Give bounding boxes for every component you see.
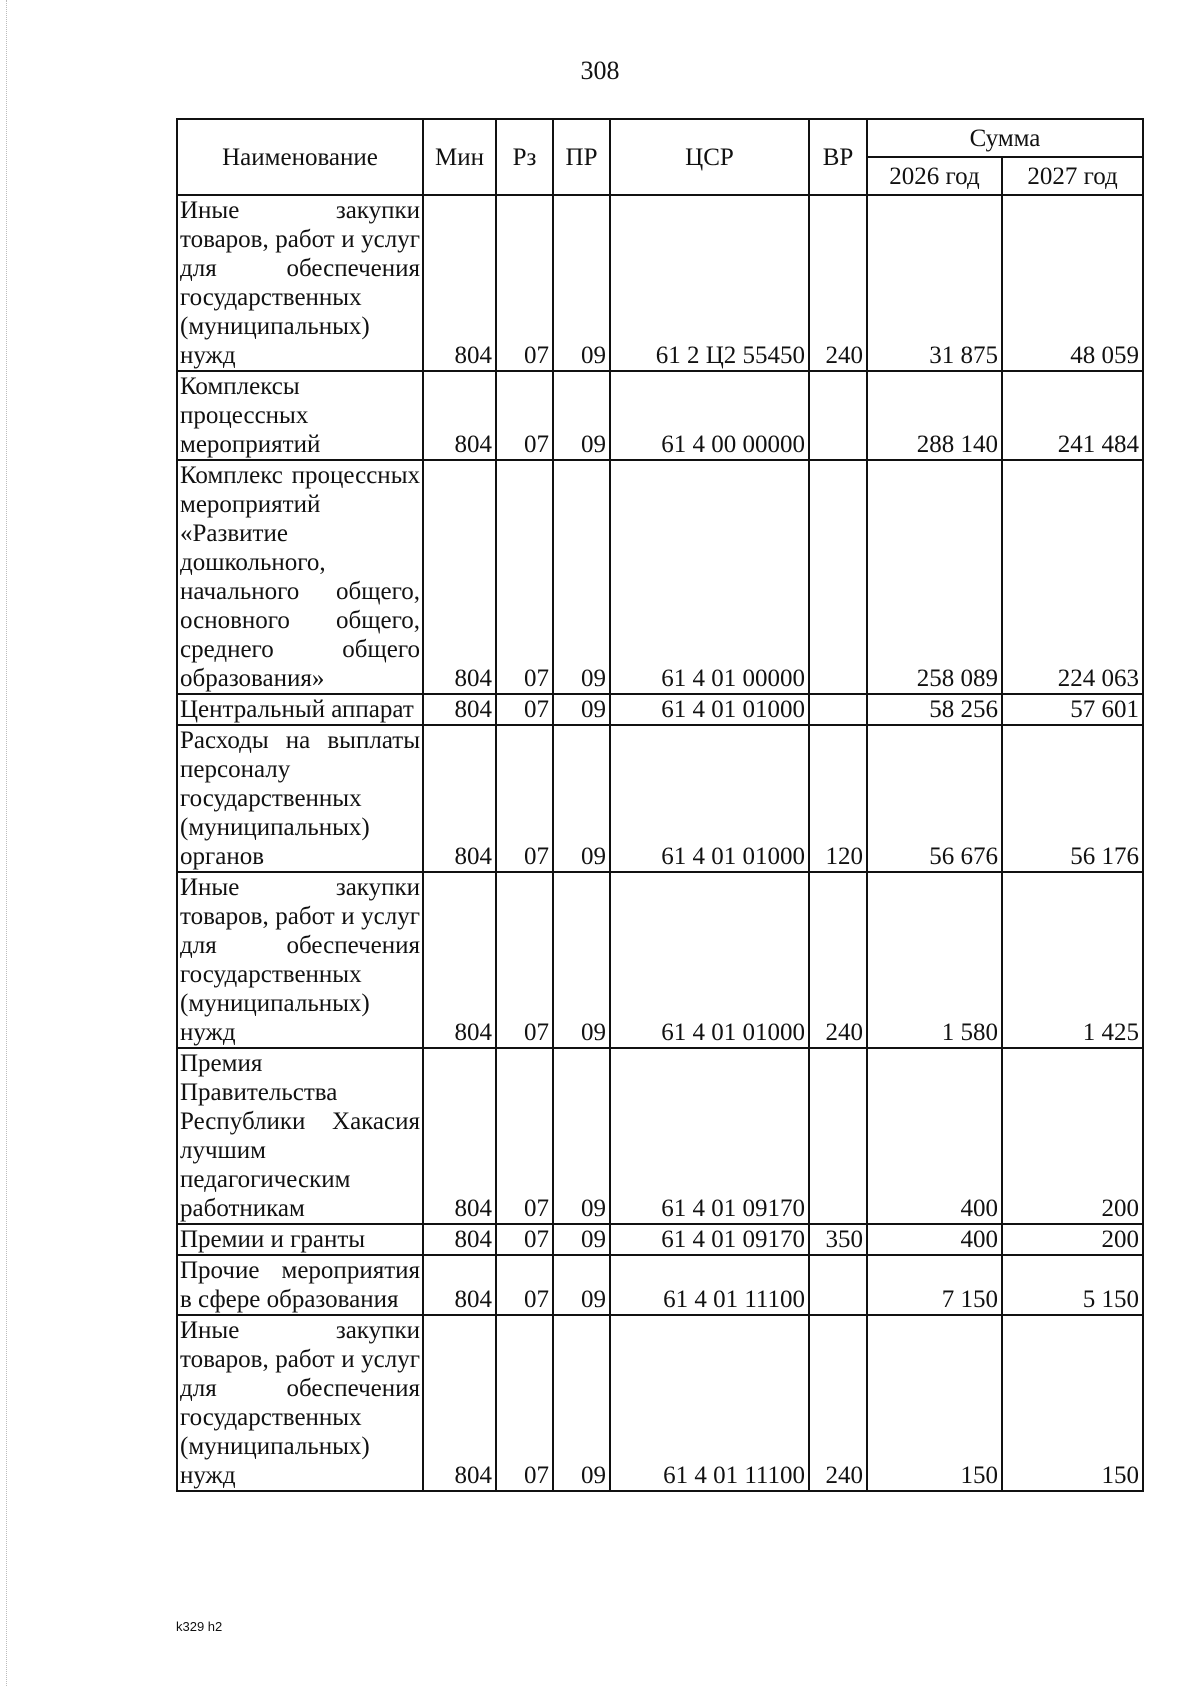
- cell-name: Комплекс процессных мероприятий «Развитие дошкольного, начального общего, основного общего, среднего общего образования»: [177, 460, 423, 694]
- cell-y2027: 1 425: [1002, 872, 1143, 1048]
- table-row: [177, 460, 1143, 694]
- cell-min: 804: [423, 872, 496, 1048]
- cell-min: 804: [423, 725, 496, 872]
- table-row: [177, 872, 1143, 1048]
- cell-csr: 61 4 01 01000: [610, 725, 809, 872]
- cell-vr: [809, 1048, 867, 1224]
- cell-pr: 09: [553, 371, 610, 460]
- cell-rz: 07: [496, 1315, 553, 1491]
- cell-pr: 09: [553, 694, 610, 725]
- cell-name: Премия Правительства Республики Хакасия лучшим педагогическим работникам: [177, 1048, 423, 1224]
- table-row: [177, 1048, 1143, 1224]
- cell-vr: [809, 1255, 867, 1315]
- cell-vr: [809, 371, 867, 460]
- cell-y2027: 48 059: [1002, 195, 1143, 371]
- cell-y2027: 200: [1002, 1048, 1143, 1224]
- cell-rz: 07: [496, 1255, 553, 1315]
- cell-name: Комплексы процессных мероприятий: [177, 371, 423, 460]
- header-year-2026: 2026 год: [867, 157, 1002, 195]
- header-sum: Сумма: [867, 119, 1143, 157]
- cell-min: 804: [423, 1224, 496, 1255]
- cell-rz: 07: [496, 694, 553, 725]
- cell-name: Иные закупки товаров, работ и услуг для обеспечения государственных (муниципальных) нужд: [177, 195, 423, 371]
- cell-csr: 61 4 01 11100: [610, 1315, 809, 1491]
- cell-rz: 07: [496, 195, 553, 371]
- header-vr: ВР: [809, 119, 867, 195]
- cell-rz: 07: [496, 371, 553, 460]
- cell-pr: 09: [553, 1255, 610, 1315]
- table-header: [177, 119, 1143, 195]
- cell-name: Премии и гранты: [177, 1224, 423, 1255]
- cell-pr: 09: [553, 1315, 610, 1491]
- cell-y2026: 400: [867, 1224, 1002, 1255]
- cell-pr: 09: [553, 1048, 610, 1224]
- cell-y2027: 5 150: [1002, 1255, 1143, 1315]
- cell-vr: [809, 460, 867, 694]
- cell-vr: 240: [809, 195, 867, 371]
- cell-vr: 240: [809, 872, 867, 1048]
- cell-y2027: 200: [1002, 1224, 1143, 1255]
- cell-min: 804: [423, 1255, 496, 1315]
- cell-vr: [809, 694, 867, 725]
- table-row: [177, 1255, 1143, 1315]
- footer-code: k329 h2: [176, 1619, 223, 1634]
- cell-min: 804: [423, 460, 496, 694]
- cell-csr: 61 4 01 11100: [610, 1255, 809, 1315]
- header-pr: ПР: [553, 119, 610, 195]
- cell-y2026: 56 676: [867, 725, 1002, 872]
- cell-pr: 09: [553, 460, 610, 694]
- cell-rz: 07: [496, 725, 553, 872]
- cell-y2026: 400: [867, 1048, 1002, 1224]
- budget-table: [176, 118, 1144, 1492]
- cell-pr: 09: [553, 725, 610, 872]
- cell-csr: 61 4 01 09170: [610, 1224, 809, 1255]
- cell-y2027: 224 063: [1002, 460, 1143, 694]
- cell-csr: 61 4 01 01000: [610, 872, 809, 1048]
- cell-y2027: 56 176: [1002, 725, 1143, 872]
- cell-name: Прочие мероприятия в сфере образования: [177, 1255, 423, 1315]
- cell-y2026: 150: [867, 1315, 1002, 1491]
- header-rz: Рз: [496, 119, 553, 195]
- table-row: [177, 1224, 1143, 1255]
- cell-csr: 61 4 01 01000: [610, 694, 809, 725]
- page-number: 308: [580, 56, 620, 85]
- cell-y2026: 58 256: [867, 694, 1002, 725]
- header-year-2027: 2027 год: [1002, 157, 1143, 195]
- scan-edge-line: [6, 0, 8, 1686]
- cell-pr: 09: [553, 1224, 610, 1255]
- cell-min: 804: [423, 694, 496, 725]
- cell-vr: 350: [809, 1224, 867, 1255]
- table-row: [177, 1315, 1143, 1491]
- cell-name: Иные закупки товаров, работ и услуг для обеспечения государственных (муниципальных) нужд: [177, 872, 423, 1048]
- table-row: [177, 725, 1143, 872]
- cell-name: Центральный аппарат: [177, 694, 423, 725]
- cell-vr: 240: [809, 1315, 867, 1491]
- cell-y2026: 258 089: [867, 460, 1002, 694]
- cell-csr: 61 4 00 00000: [610, 371, 809, 460]
- cell-min: 804: [423, 195, 496, 371]
- cell-y2026: 31 875: [867, 195, 1002, 371]
- cell-y2026: 7 150: [867, 1255, 1002, 1315]
- table-body: [177, 195, 1143, 1491]
- header-min: Мин: [423, 119, 496, 195]
- cell-rz: 07: [496, 1224, 553, 1255]
- cell-y2027: 150: [1002, 1315, 1143, 1491]
- cell-y2027: 57 601: [1002, 694, 1143, 725]
- cell-min: 804: [423, 371, 496, 460]
- table-row: [177, 694, 1143, 725]
- cell-name: Расходы на выплаты персоналу государственных (муниципальных) органов: [177, 725, 423, 872]
- cell-rz: 07: [496, 1048, 553, 1224]
- cell-csr: 61 4 01 09170: [610, 1048, 809, 1224]
- cell-y2026: 288 140: [867, 371, 1002, 460]
- header-csr: ЦСР: [610, 119, 809, 195]
- cell-rz: 07: [496, 460, 553, 694]
- table-row: [177, 371, 1143, 460]
- cell-pr: 09: [553, 872, 610, 1048]
- cell-min: 804: [423, 1048, 496, 1224]
- header-name: Наименование: [177, 119, 423, 195]
- cell-pr: 09: [553, 195, 610, 371]
- cell-name: Иные закупки товаров, работ и услуг для обеспечения государственных (муниципальных) нужд: [177, 1315, 423, 1491]
- cell-y2026: 1 580: [867, 872, 1002, 1048]
- cell-y2027: 241 484: [1002, 371, 1143, 460]
- cell-rz: 07: [496, 872, 553, 1048]
- cell-csr: 61 4 01 00000: [610, 460, 809, 694]
- table-row: [177, 195, 1143, 371]
- cell-min: 804: [423, 1315, 496, 1491]
- cell-vr: 120: [809, 725, 867, 872]
- cell-csr: 61 2 Ц2 55450: [610, 195, 809, 371]
